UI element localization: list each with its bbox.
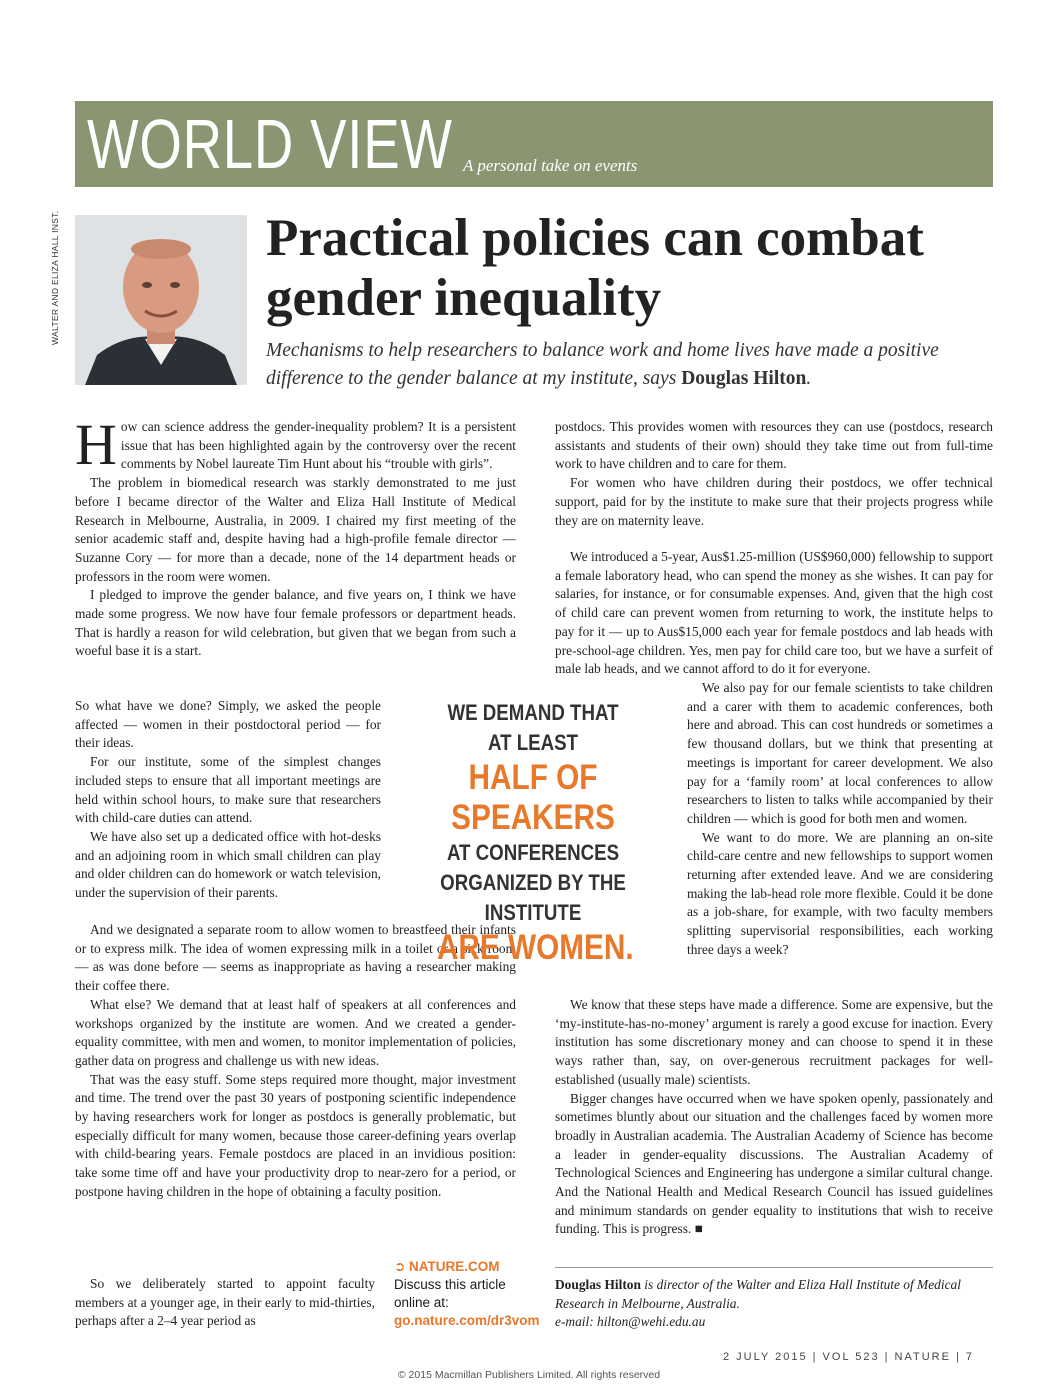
section-subtitle: A personal take on events [463,156,638,175]
body-column-2-narrow [687,679,993,960]
discuss-text: Discuss this article [394,1277,506,1292]
paragraph: We introduced a 5-year, Aus$1.25-million (US$960,000) fellowship to support a female laboratory head, who can spend the money as she wishes. It can pay for salaries, for instance, or for consumable expenses. And, given that the high cost of child care can prevent women from returning to work, the institute helps to pay for it — up to Aus$15,000 each year for female postdocs and lab heads with pre-school-age children. Yes, men pay for child care too, but we have a surfeit of male lab heads, and we cannot afford to do it for everyone. [555,549,993,677]
paragraph: We know that these steps have made a difference. Some are expensive, but the ‘my-institute-has-no-money’ argument is rarely a good excuse for inaction. Every institution has some discretionary money and can choose to spend it in these ways rather than, say, on over-generous recruitment packages for well-established (usually male) scientists. [555,997,993,1087]
author-photo [75,215,247,385]
author-email[interactable]: e-mail: hilton@wehi.edu.au [555,1314,706,1329]
pull-quote-line: ARE WOMEN. [436,928,634,967]
body-column-1 [75,412,516,661]
paragraph: And we designated a separate room to allow women to breastfeed their infants or to express milk. The idea of women expressing milk in a toilet or a sick room — as was done before — seems as inappropriate as having a researcher making their coffee there. [75,922,516,994]
section-title: WORLD VIEW [87,105,453,183]
standfirst-author: Douglas Hilton [681,368,807,389]
body-column-1-lower [75,697,381,903]
paragraph: I pledged to improve the gender balance, and five years on, I think we have made some progress. We now have four female professors or department heads. That is hardly a reason for wild celebration, but given that we began from such a woeful base it is a start. [75,587,516,659]
paragraph: Bigger changes have occurred when we have spoken openly, passionately and sometimes bluntly about our situation and the challenges faced by women more broadly in Australian academia. The Australian Academy of Science has become a leader in gender-equality discussions. The Australian Academy of Technological Sciences and Engineering has undergone a similar cultural change. And the National Health and Medical Research Council has issued guidelines and minimum standards on gender equality to institutions that wish to receive funding. This is progress. ■ [555,1090,993,1237]
standfirst: Mechanisms to help researchers to balance work and home lives have made a positive difference to the gender balance at my institute, says Douglas Hilton. [266,340,939,389]
pull-quote-line: ORGANIZED BY THE [440,870,626,895]
article-link[interactable]: go.nature.com/dr3vom [394,1313,540,1328]
paragraph: For our institute, some of the simplest changes included steps to ensure that all important meetings are held within school hours, to make sure that researchers with child-care duties can attend. [75,754,381,826]
pull-quote-line: WE DEMAND THAT [447,700,619,725]
pull-quote-line: HALF OF [468,758,598,797]
headline: Practical policies can combat gender inequality [266,209,924,327]
paragraph: The problem in biomedical research was starkly demonstrated to me just before I became director of the Walter and Eliza Hall Institute of Medical Research in Melbourne, Australia, in 2009. I chaired my first meeting of the senior academic staff and, despite having had a high-profile female director — Suzanne Cory — for more than a decade, none of the 14 department heads or professors in the room were women. [75,475,516,584]
nature-com-box [394,1258,540,1330]
pull-quote [420,698,646,967]
paragraph: How can science address the gender-inequality problem? It is a persistent issue that has been highlighted again by the controversy over the recent comments by Nobel laureate Tim Hunt about his “trouble with girls”. [75,412,516,477]
paragraph: For women who have children during their postdocs, we offer technical support, paid for by the institute to make sure that their projects progress while they are on maternity leave. [555,475,993,528]
copyright: © 2015 Macmillan Publishers Limited. All rights reserved [397,1369,661,1381]
body-column-1-end [75,1275,375,1331]
paragraph: So we deliberately started to appoint faculty members at a younger age, in their early to mid-thirties, perhaps after a 2–4 year period as [75,1276,375,1329]
body-column-2-end [555,996,993,1239]
paragraph: We also pay for our female scientists to take children and a carer with them to academic conferences, both here and abroad. This can cost hundreds or sometimes a few thousand dollars, but we think that presenting at meetings is important for career development. We also pay for a ‘family room’ at local conferences to allow researchers to listen to talks while accompanied by their children — which is good for both men and women. [687,680,993,826]
paragraph: We have also set up a dedicated office with hot-desks and an adjoining room in which small children can play and older children can do homework or watch television, under the supervision of their parents. [75,828,381,901]
drop-cap: H [75,412,117,477]
author-name: Douglas Hilton [555,1277,641,1292]
paragraph: What else? We demand that at least half of speakers at all conferences and workshops organized by the institute are women. And we created a gender-equality committee, with men and women, to monitor implementation of policies, gather data on progress and challenge us with new ideas. [75,996,516,1068]
paragraph: We want to do more. We are planning an on-site child-care centre and new fellowships to support women returning after extended leave. And we are considering making the lab-head role more flexible. Could it be done as a job-share, for example, with two faculty members splitting supervisorial responsibilities, each working three days a week? [687,829,993,957]
paragraph: That was the easy stuff. Some steps required more thought, major investment and time. The trend over the past 30 years of postponing scientific independence by having researchers work for longer as postdocs is generally problematic, but especially difficult for many women, because those career-defining years overlap with child-bearing years. Female postdocs are placed in an invidious position: take some time off and have your productivity drop to near-zero for a period, or postpone having children in the hope of obtaining a faculty position. [75,1071,516,1199]
page-footer: 2 JULY 2015 | VOL 523 | NATURE | 7 [723,1351,975,1363]
pull-quote-line: AT CONFERENCES [446,840,620,865]
author-bio: Douglas Hilton is director of the Walter and Eliza Hall Institute of Medical Research in Melbourne, Australia. e-mail: hilton@wehi.edu.au [555,1277,961,1329]
nature-com-brand: ➲ NATURE.COM [394,1259,500,1274]
pull-quote-line: AT LEAST [487,730,579,755]
pull-quote-line: SPEAKERS [451,798,615,837]
paragraph: So what have we done? Simply, we asked the people affected — women in their postdoctoral period — for their ideas. [75,698,381,751]
world-view-banner [75,101,993,187]
divider [555,1267,993,1268]
body-column-2 [555,418,993,530]
discuss-text: online at: [394,1295,449,1310]
paragraph: postdocs. This provides women with resources they can use (postdocs, research assistants and students of their own) should they take time out from full-time work to have children and to care for them. [555,419,993,472]
photo-credit: WALTER AND ELIZA HALL INST. [50,210,60,345]
body-column-2-mid [555,548,993,679]
pull-quote-line: INSTITUTE [484,900,582,925]
